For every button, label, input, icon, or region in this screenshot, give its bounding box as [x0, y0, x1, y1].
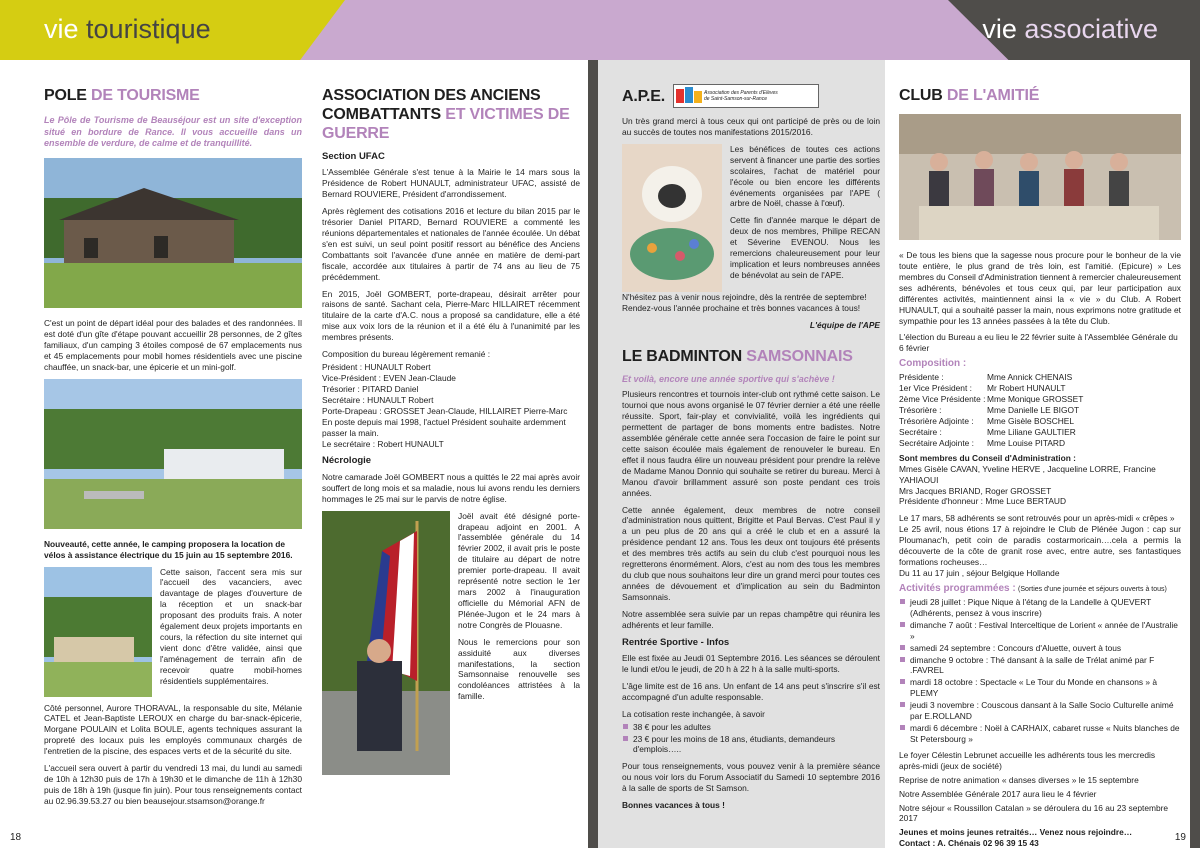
club-ca3: Présidente d'honneur : Mme Luce BERTAUD	[899, 496, 1067, 507]
pole-p5: L'accueil sera ouvert à partir du vendredi 13 mai, du lundi au samedi de 10h à 12h30 puis de 17h à 19h30 et le dimanche de 11h à 12h30 puis de 18h à 19h (jusque fin juin). Pour tous renseignements contact au 02.96.39.53.27 ou bien beausejour.stsamson@orange.fr	[44, 763, 302, 806]
club-p3: Le 17 mars, 58 adhérents se sont retrouvés pour un après-midi « crêpes »	[899, 513, 1175, 524]
page-number-right: 19	[1174, 832, 1186, 843]
club-ca2: Mrs Jacques BRIAND, Roger GROSSET	[899, 485, 1052, 496]
ape-p4: N'hésitez pas à venir nous rejoindre, dès la rentrée de septembre!	[622, 291, 867, 302]
ape-logo-mark	[674, 85, 704, 107]
badminton-lead: Et voilà, encore une année sportive qui s'achève !	[622, 373, 835, 384]
pole-p3: Cette saison, l'accent sera mis sur l'accueil des vacanciers, avec davantage de plages d'ouverture de la réception et un snack-bar proposant des produits frais. A noter également deux projets importants en cours, la réfection du site internet qui vient donc d'être validée, ainsi que l'aménagement de terrain afin de recevoir quatre mobil-homes résidentiels supplémentaires.	[160, 566, 302, 686]
badminton-title: LE BADMINTON SAMSONNAIS	[622, 347, 853, 365]
pole-title: POLE DE TOURISME	[44, 87, 200, 104]
ape-logo: Association des Parents d'Elèves de Saint-Samson-sur-Rance	[673, 84, 819, 108]
page-number-left: 18	[10, 832, 22, 843]
photo-ape-mascot	[622, 144, 722, 292]
pole-tourisme-article	[44, 86, 302, 813]
header-left-title: vie touristique	[44, 14, 211, 44]
club-contact: Contact : A. Chénais 02 96 39 15 43	[899, 838, 1039, 848]
badminton-p1: Plusieurs rencontres et tournois inter-club ont rythmé cette saison. Le tournoi que nous avons organisé le 07 février dernier a été une réelle réussite. Sport, fair-play et convivialité, voilà les ingrédients qui permettent de partager de bons moments entre badistes. Notre assemblée générale cette année sera l'occasion de faire le point sur cette saison écoulée mais également de renouveler le bureau. En effet il nous faudra élire un nouveau président pour prendre la relève de Madame Manou Donnio qui souhaite se retirer du bureau. Merci à Manou d'avoir brillamment assuré son poste pendant ces trois années.	[622, 389, 880, 498]
acvg-bureau: Président : HUNAULT Robert Vice-Président : EVEN Jean-Claude Trésorier : PITARD Daniel Secrétaire : HUNAULT Robert Porte-Drapeau : GROSSET Jean-Claude, HILLAIRET Pierre-Marc En poste depuis mai 1998, l'actuel Président souhaite ardemment passer la main. Le secrétaire : Robert HUNAULT	[322, 362, 568, 449]
badminton-p4: Elle est fixée au Jeudi 01 Septembre 2016. Les séances se déroulent le lundi et/ou le jeudi, de 20 h à 22 h à la salle multi-sports.	[622, 653, 880, 674]
photo-gites	[44, 158, 302, 308]
ape-p3: Cette fin d'année marque le départ de deux de nos membres, Philipe RECAN et Séverine EVENOU. Nous les remercions chaleureusement pour leur implication et leurs nombreuses années de bénévolat au sein de l'APE.	[730, 215, 880, 280]
club-p5: Du 11 au 17 juin , séjour Belgique Hollande	[899, 567, 1060, 578]
badminton-p2: Cette année également, deux membres de notre conseil d'administration nous quittent, Brigitte et Paul Bervas. C'est Paul il y a un peu plus de 20 ans qui a créé le club et en a assuré la présidence pendant 12 ans. Tous les deux ont toujours été présents et des membres très actifs au sein du club c'est pourquoi nous les regretterons énormément. Alors, c'est au nom des tous les membres du club que nous souhaitons leur dire un grand merci pour toutes ces années de dévouement et d'implication au sein du Badminton Samsonnais.	[622, 504, 880, 602]
acvg-p1: L'Assemblée Générale s'est tenue à la Mairie le 14 mars sous la Présidence de Robert HUNAULT, administrateur UFAC, assisté de Bernard ROUVIERE, Président d'arrondissement.	[322, 167, 580, 200]
badminton-p3: Notre assemblée sera suivie par un repas champêtre qui réunira les adhérents et leur famille.	[622, 608, 880, 630]
club-p2: L'élection du Bureau a eu lieu le 22 février suite à l'Assemblée Générale du 6 février	[899, 332, 1178, 354]
club-p4: Le 25 avril, nous étions 17 à rejoindre le Club de Plénée Jugon : cap sur Ploumanac'h, petit coin de paradis costarmoricain….cela a permis la découverte de la côte de granit rose avec, entre autre, ses fantastiques formations rocheuses…	[899, 524, 1181, 568]
club-p8: Notre Assemblée Générale 2017 aura lieu le 4 février	[899, 788, 1097, 799]
acvg-article	[322, 86, 580, 775]
ape-p1: Un très grand merci à tous ceux qui ont participé de près ou de loin au succès de toutes nos manifestations 2015/2016.	[622, 116, 880, 137]
ape-title: A.P.E.	[622, 87, 665, 105]
ape-p2: Les bénéfices de toutes ces actions servent à financer une partie des sorties scolaires, l'achat de matériel pour l'école ou bien encore les différents événements organisées par l'APE ( arbre de Noël, chasse à l'œuf).	[730, 143, 880, 209]
badminton-p5: L'âge limite est de 16 ans. Un enfant de 14 ans peut s'inscrire s'il est accompagné d'un adulte responsable.	[622, 680, 880, 702]
badminton-rentree: Rentrée Sportive - Infos	[622, 636, 730, 648]
photo-camping	[44, 379, 302, 529]
acvg-bureau-intro: Composition du bureau légèrement remanié :	[322, 349, 491, 360]
photo-reception	[44, 567, 152, 697]
club-compo: Présidente : Mme Annick CHENAIS 1er Vice Président : Mr Robert HUNAULT 2ème Vice Présidente : Mme Monique GROSSET Trésorière : Mme Danielle LE BIGOT Trésorière Adjointe : Mme Gisèle BOSCHEL Secrétaire : Mme Liliane GAULTIER Secrétaire Adjointe : Mme Louise PITARD	[899, 372, 1084, 448]
badminton-close: Bonnes vacances à tous !	[622, 800, 725, 811]
header-left	[0, 0, 600, 60]
gutter-right	[1190, 60, 1200, 848]
acvg-necro: Notre camarade Joël GOMBERT nous a quittés le 22 mai après avoir souffert de long mois et sa maladie, nous lui avons rendu les derniers hommages le 25 mai sur le parvis de notre église.	[322, 471, 580, 504]
photo-porte-drapeau	[322, 511, 450, 775]
pole-p4: Côté personnel, Aurore THORAVAL, la responsable du site, Mélanie CATEL et Jean-Baptiste LEROUX en charge du bar-snack-épicerie, Morgane POULAIN et Lolita BOULE, agents techniques assurant la propreté des locaux puis les employés communaux chargés de l'entretien de la piscine, des espaces verts et de la sécurité du site.	[44, 702, 302, 757]
photo-club-group	[899, 114, 1181, 240]
club-ca-title: Sont membres du Conseil d'Administration :	[899, 452, 1076, 463]
acvg-title: ASSOCIATION DES ANCIENS COMBATTANTS ET VICTIMES DE GUERRE	[322, 87, 570, 142]
club-act-heading: Activités programmées : (Sorties d'une journée et séjours ouverts à tous)	[899, 582, 1167, 594]
header-right-title: vie associative	[982, 14, 1158, 44]
club-p7: Reprise de notre animation « danses diverses » le 15 septembre	[899, 774, 1139, 785]
pole-p1: C'est un point de départ idéal pour des balades et des randonnées. Il est doté d'un gîte d'étape pouvant accueillir 28 personnes, de 2 gîtes familiaux, d'un camping 3 étoiles composé de 67 emplacements nus et 45 emplacements pour mobil homes résidentiels avec une piscine chauffée, un snack-bar, une épicerie et un mini-golf.	[44, 318, 302, 372]
acvg-p5: Nous le remercions pour son assiduité aux diverses manifestations, la section Samsonnaise renouvelle ses condoléances attristées à la famille.	[458, 636, 580, 702]
acvg-p4: Joël avait été désigné porte-drapeau adjoint en 2001. A l'assemblée générale du 14 février 2002, il avait pris le poste de titulaire au départ de notre premier porte-drapeau. Il avait représenté notre section le 1er mars 2002 à l'inauguration officielle du Mémorial AFN de Plénée-Jugon et le 24 mars à notre Congrès de Plouasne.	[458, 510, 580, 630]
ape-article	[622, 84, 880, 817]
acvg-section: Section UFAC	[322, 151, 385, 162]
gutter-left	[588, 60, 598, 848]
club-title: CLUB DE L'AMITIÉ	[899, 87, 1040, 104]
header-right	[600, 0, 1200, 60]
club-article: CLUB DE L'AMITIÉ « De tous les biens que la sagesse nous procure pour le bonheur de la vie toute entière, le plus grand de très loin, est l'amitié. (Epicure) » Les membres du Conseil d'Administration tiennent à remercier chaleureusement ses adhérents, bénévoles et tous ceux qui, par leur participation aux différentes activités, maintiennent ainsi la « vie » du Club. A Robert HUNAULT, qui a souhaité passer la main, nous exprimons notre gratitude et sympathie pour les 13 années passées à la tête du Club. L'élection du Bureau a eu lieu le 22 février suite à l'Assemblée Générale du 6 février Composition : Présidente : Mme Annick CHENAIS 1er Vice Président : Mr Robert HUNAULT 2ème Vice Présidente : Mme Monique GROSSET Trésorière : Mme Danielle LE BIGOT Trésorière Adjointe : Mme Gisèle BOSCHEL Secrétaire : Mme Liliane GAULTIER Secrétaire Adjointe : Mme Louise PITARD Sont membres du Conseil d'Administration : Mmes Gisèle CAVAN, Yveline HERVE , Jacqueline LORRE, Francine YAHIAOUI Mrs Jacques BRIAND, Roger GROSSET Présidente d'honneur : Mme Luce BERTAUD Le 17 mars, 58 adhérents se sont retrouvés pour un après-midi « crêpes » Le 25 avril, nous étions 17 à rejoindre le Club de Plénée Jugon : cap sur Ploumanac'h, petit coin de paradis costarmoricain….cela a permis la découverte de la côte de granit rose avec, entre autre, ses fantastiques formations rocheuses… Du 11 au 17 juin , séjour Belgique Hollande Activités programmées : (Sorties d'une journée et séjours ouverts à tous) jeudi 28 juillet : Pique Nique à l'étang de la Landelle à QUEVERT (Adhérents, pensez à vous inscrire) dimanche 7 août : Festival Interceltique de Lorient « année de l'Australie » samedi 24 septembre : Concours d'Aluette, ouvert à tous dimanche 9 octobre : Thé dansant à la salle de Trélat animé par F .FAVREL mardi 18 octobre : Spectacle « Le Tour du Monde en chansons » à PLEMY jeudi 3 novembre : Couscous dansant à la Salle Socio Culturelle animé par E.ROLLAND mardi 6 décembre : Noël à CARHAIX, cabaret russe « Nuits blanches de St Petersbourg » Le foyer Célestin Lebrunet accueille les adhérents tous les mercredis après-midi (jeux de société) Reprise de notre animation « danses diverses » le 15 septembre Notre Assemblée Générale 2017 aura lieu le 4 février Notre séjour « Roussillon Catalan » se déroulera du 16 au 23 septembre 2017 Jeunes et moins jeunes retraités… Venez nous rejoindre… Contact : A. Chénais 02 96 39 15 43	[899, 87, 1181, 848]
club-p10: Jeunes et moins jeunes retraités… Venez nous rejoindre…	[899, 827, 1133, 838]
badminton-p6: La cotisation reste inchangée, à savoir	[622, 708, 765, 719]
fee-reduced: 23 € pour les moins de 18 ans, étudiants, demandeurs d'emplois…..	[622, 734, 880, 756]
ape-p5: Rendez-vous l'année prochaine et très bonnes vacances à tous!	[622, 302, 861, 313]
club-ca1: Mmes Gisèle CAVAN, Yveline HERVE , Jacqueline LORRE, Francine YAHIAOUI	[899, 463, 1156, 485]
acvg-p2: Après règlement des cotisations 2016 et lecture du bilan 2015 par le trésorier Daniel PITARD, Bernard ROUVIERE a commenté les réunions départementales et nationales de l'année écoulée. Un débat s'en est suivi, un seul point positif ressort au bénéfice des Anciens Combattants soit l'avancée d'une année en matière de demi-part fiscale, accordée aux titulaires à partir de 74 ans au lieu de 75 précédemment.	[322, 206, 580, 282]
pole-p2: Nouveauté, cette année, le camping proposera la location de vélos à assistance électrique du 15 juin au 15 septembre 2016.	[44, 538, 293, 560]
club-p1: « De tous les biens que la sagesse nous procure pour le bonheur de la vie toute entière, le plus grand de très loin, est l'amitié. (Epicure) » Les membres du Conseil d'Administration tiennent à remercier chaleureusement ses adhérents, bénévoles et tous ceux qui, par leur participation aux différentes activités, maintiennent ainsi la « vie » du Club. A Robert HUNAULT, qui a souhaité passer la main, nous exprimons notre gratitude et sympathie pour les 13 années passées à la tête du Club.	[899, 250, 1181, 326]
club-compo-title: Composition :	[899, 358, 967, 370]
badminton-p7: Pour tous renseignements, vous pouvez venir à la première séance ou nous voir lors du Forum Associatif du Samedi 10 septembre 2016 à la salle de sports de St Samson.	[622, 761, 880, 794]
club-p6: Le foyer Célestin Lebrunet accueille les adhérents tous les mercredis après-midi (jeux de société)	[899, 749, 1156, 771]
pole-lead: Le Pôle de Tourisme de Beauséjour est un site d'exception situé en bordure de Rance. Il vous accueille dans un ensemble de verdure, de calme et de tranquillité.	[44, 115, 302, 149]
acvg-necro-title: Nécrologie	[322, 455, 372, 467]
fee-adult: 38 € pour les adultes	[622, 722, 880, 733]
club-p9: Notre séjour « Roussillon Catalan » se déroulera du 16 au 23 septembre 2017	[899, 802, 1169, 824]
acvg-p3: En 2015, Joël GOMBERT, porte-drapeau, désirait arrêter pour raisons de santé. Sachant cela, Pierre-Marc HILLAIRET récemment titulaire de la carte d'A.C. nous a proposé sa candidature, elle a été mise aux voix lors de la réunion et il a été élu à l'unanimité par les membres présents.	[322, 288, 580, 343]
ape-sign: L'équipe de l'APE	[809, 319, 880, 330]
